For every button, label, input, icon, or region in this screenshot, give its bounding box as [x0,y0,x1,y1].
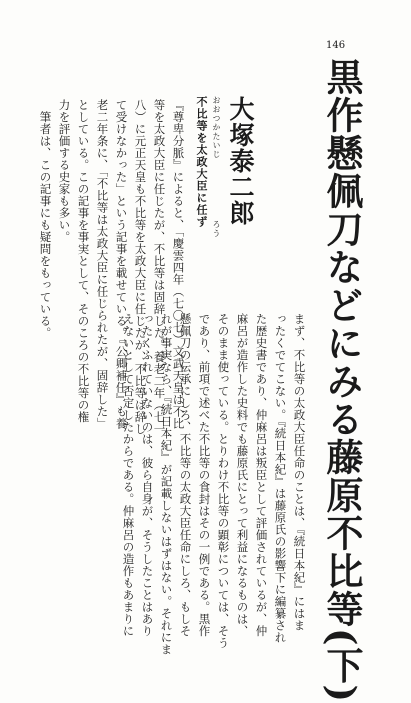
text-column: た歴史書であり、仲麻呂は叛臣として評価されているが、仲 [254,313,269,637]
text-column: 力を評価する史家も多い。 [57,99,72,243]
text-column: 筆者は、この記事にも疑問をもっている。 [38,99,53,339]
text-column: 八）に元正天皇も不比等を太政大臣に任じたが、不比等は辞し [133,99,148,435]
text-column: 『尊卑分脈』によると、「慶雲四年（七〇七）文武天皇は不比 [171,99,186,430]
text-column: 老二年条に、「不比等は太政大臣に任じられたが、固辞した」 [95,99,110,430]
text-column: ったくでてこない。『続日本紀』は藤原氏の影響下に編纂され [273,313,288,644]
article-title: 黒作懸佩刀などにみる藤原不比等(下) [320,58,364,703]
text-column: そのまま使っている。とりわけ不比等の顕彰については、そう [216,313,231,649]
text-column: れが事実なら、『続日本紀』が記載しないはずはない。それにま [159,313,174,656]
section-heading: 不比等を太政大臣に任ず [195,96,208,228]
text-column: 懸佩刀の伝承にしろ、不比等の太政大臣任命にしろ、もしそ [178,313,193,637]
author-ruby-given: ろう [212,220,221,238]
text-column: て受けなかった」という記事を載せている。『公卿補任』も養 [114,99,129,430]
text-column: えないとして否定したからである。仲麻呂の造作もあまりに [121,313,136,637]
author-name: 大塚泰二郎 [226,96,255,226]
text-column: まず、不比等の太政大臣任命のことは、『続日本紀』にはま [292,313,307,632]
text-column: ったくふれていないのは、彼ら自身が、そうしたことはあり [140,313,155,637]
text-column: 等を太政大臣に任じたが、不比等は固辞した。養老二年（七一 [152,99,167,435]
text-column: 麻呂が造作した史料でも藤原氏にとって利益になるものは、 [235,313,250,637]
page-number: 146 [326,40,346,51]
text-column: であり、前項で述べた不比等の食封はその一例である。黒作 [197,313,212,637]
author-ruby-surname: おおつかたいじ [212,96,221,159]
text-column: としている。この記事を事実として、そのころの不比等の権 [76,99,91,423]
